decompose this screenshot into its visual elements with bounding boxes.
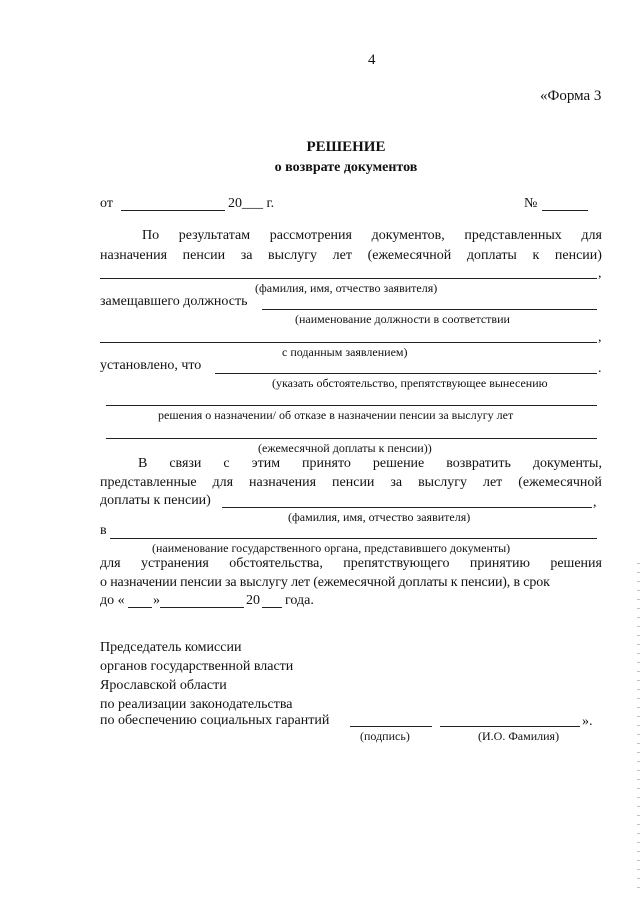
caption-circumstance: (указать обстоятельство, препятствующее вынесению — [272, 376, 548, 390]
monthly-blank — [106, 438, 597, 439]
caption-signature: (подпись) — [360, 729, 410, 743]
date-year-label: 20___ г. — [228, 196, 275, 211]
caption-applicant-name-2: (фамилия, имя, отчество заявителя) — [288, 510, 471, 524]
in-label: в — [100, 523, 107, 538]
deadline-month-blank — [160, 607, 244, 608]
position-blank — [262, 309, 597, 310]
closing-quote: ». — [582, 714, 593, 729]
deadline-prefix: до « — [100, 593, 125, 608]
para2-line2: представленные для назначения пенсии за выслугу лет (ежемесячной — [100, 475, 602, 490]
para2-line4: для устранения обстоятельства, препятствующего принятию решения — [100, 556, 602, 571]
signer-line-3: Ярославской области — [100, 678, 227, 693]
deadline-year-blank — [262, 607, 282, 608]
date-from-label: от — [100, 196, 113, 211]
name-blank-1 — [100, 278, 597, 279]
form-label: «Форма 3 — [540, 88, 602, 104]
signer-line-5: по обеспечению социальных гарантий — [100, 713, 330, 728]
document-title: РЕШЕНИЕ — [306, 139, 386, 155]
date-blank — [121, 210, 225, 211]
signer-line-2: органов государственной власти — [100, 659, 294, 674]
position-label: замещавшего должность — [100, 294, 248, 309]
number-blank — [542, 210, 588, 211]
deadline-day-blank — [128, 607, 152, 608]
document-subtitle: о возврате документов — [274, 160, 418, 175]
caption-monthly: (ежемесячной доплаты к пенсии)) — [258, 441, 432, 455]
para1-line2: назначения пенсии за выслугу лет (ежемесячной доплаты к пенсии) — [100, 248, 602, 263]
caption-position: (наименование должности в соответствии — [295, 312, 510, 326]
name-blank-2 — [222, 507, 592, 508]
signer-line-4: по реализации законодательства — [100, 697, 293, 712]
comma-mark-2: , — [598, 330, 602, 345]
deadline-mid: » — [153, 593, 160, 608]
comma-mark-3: , — [593, 495, 597, 510]
para2-line5: о назначении пенсии за выслугу лет (ежемесячной доплаты к пенсии), в срок — [100, 575, 550, 590]
deadline-year-prefix: 20 — [246, 593, 260, 608]
period-mark: . — [598, 361, 602, 376]
caption-org: (наименование государственного органа, представившего документы) — [152, 541, 511, 555]
comma-mark: , — [598, 266, 602, 281]
decision-blank — [106, 405, 597, 406]
caption-position-2: с поданным заявлением) — [282, 345, 408, 359]
para2-line3: доплаты к пенсии) — [100, 493, 211, 508]
org-blank — [110, 538, 597, 539]
caption-applicant-name: (фамилия, имя, отчество заявителя) — [255, 281, 438, 295]
fullname-blank — [440, 726, 580, 727]
deadline-suffix: года. — [285, 593, 314, 608]
established-label: установлено, что — [100, 358, 202, 373]
para2-line1: В связи с этим принято решение возвратить документы, — [138, 456, 602, 471]
caption-decision: решения о назначении/ об отказе в назначении пенсии за выслугу лет — [158, 408, 514, 422]
number-sign: № — [524, 196, 538, 211]
signer-line-1: Председатель комиссии — [100, 640, 242, 655]
page-number: 4 — [368, 52, 376, 68]
circumstance-blank — [215, 373, 597, 374]
signature-blank — [350, 726, 432, 727]
position-blank-2 — [100, 342, 597, 343]
para1-line1: По результатам рассмотрения документов, представленных для — [142, 228, 602, 243]
caption-fullname: (И.О. Фамилия) — [478, 729, 560, 743]
